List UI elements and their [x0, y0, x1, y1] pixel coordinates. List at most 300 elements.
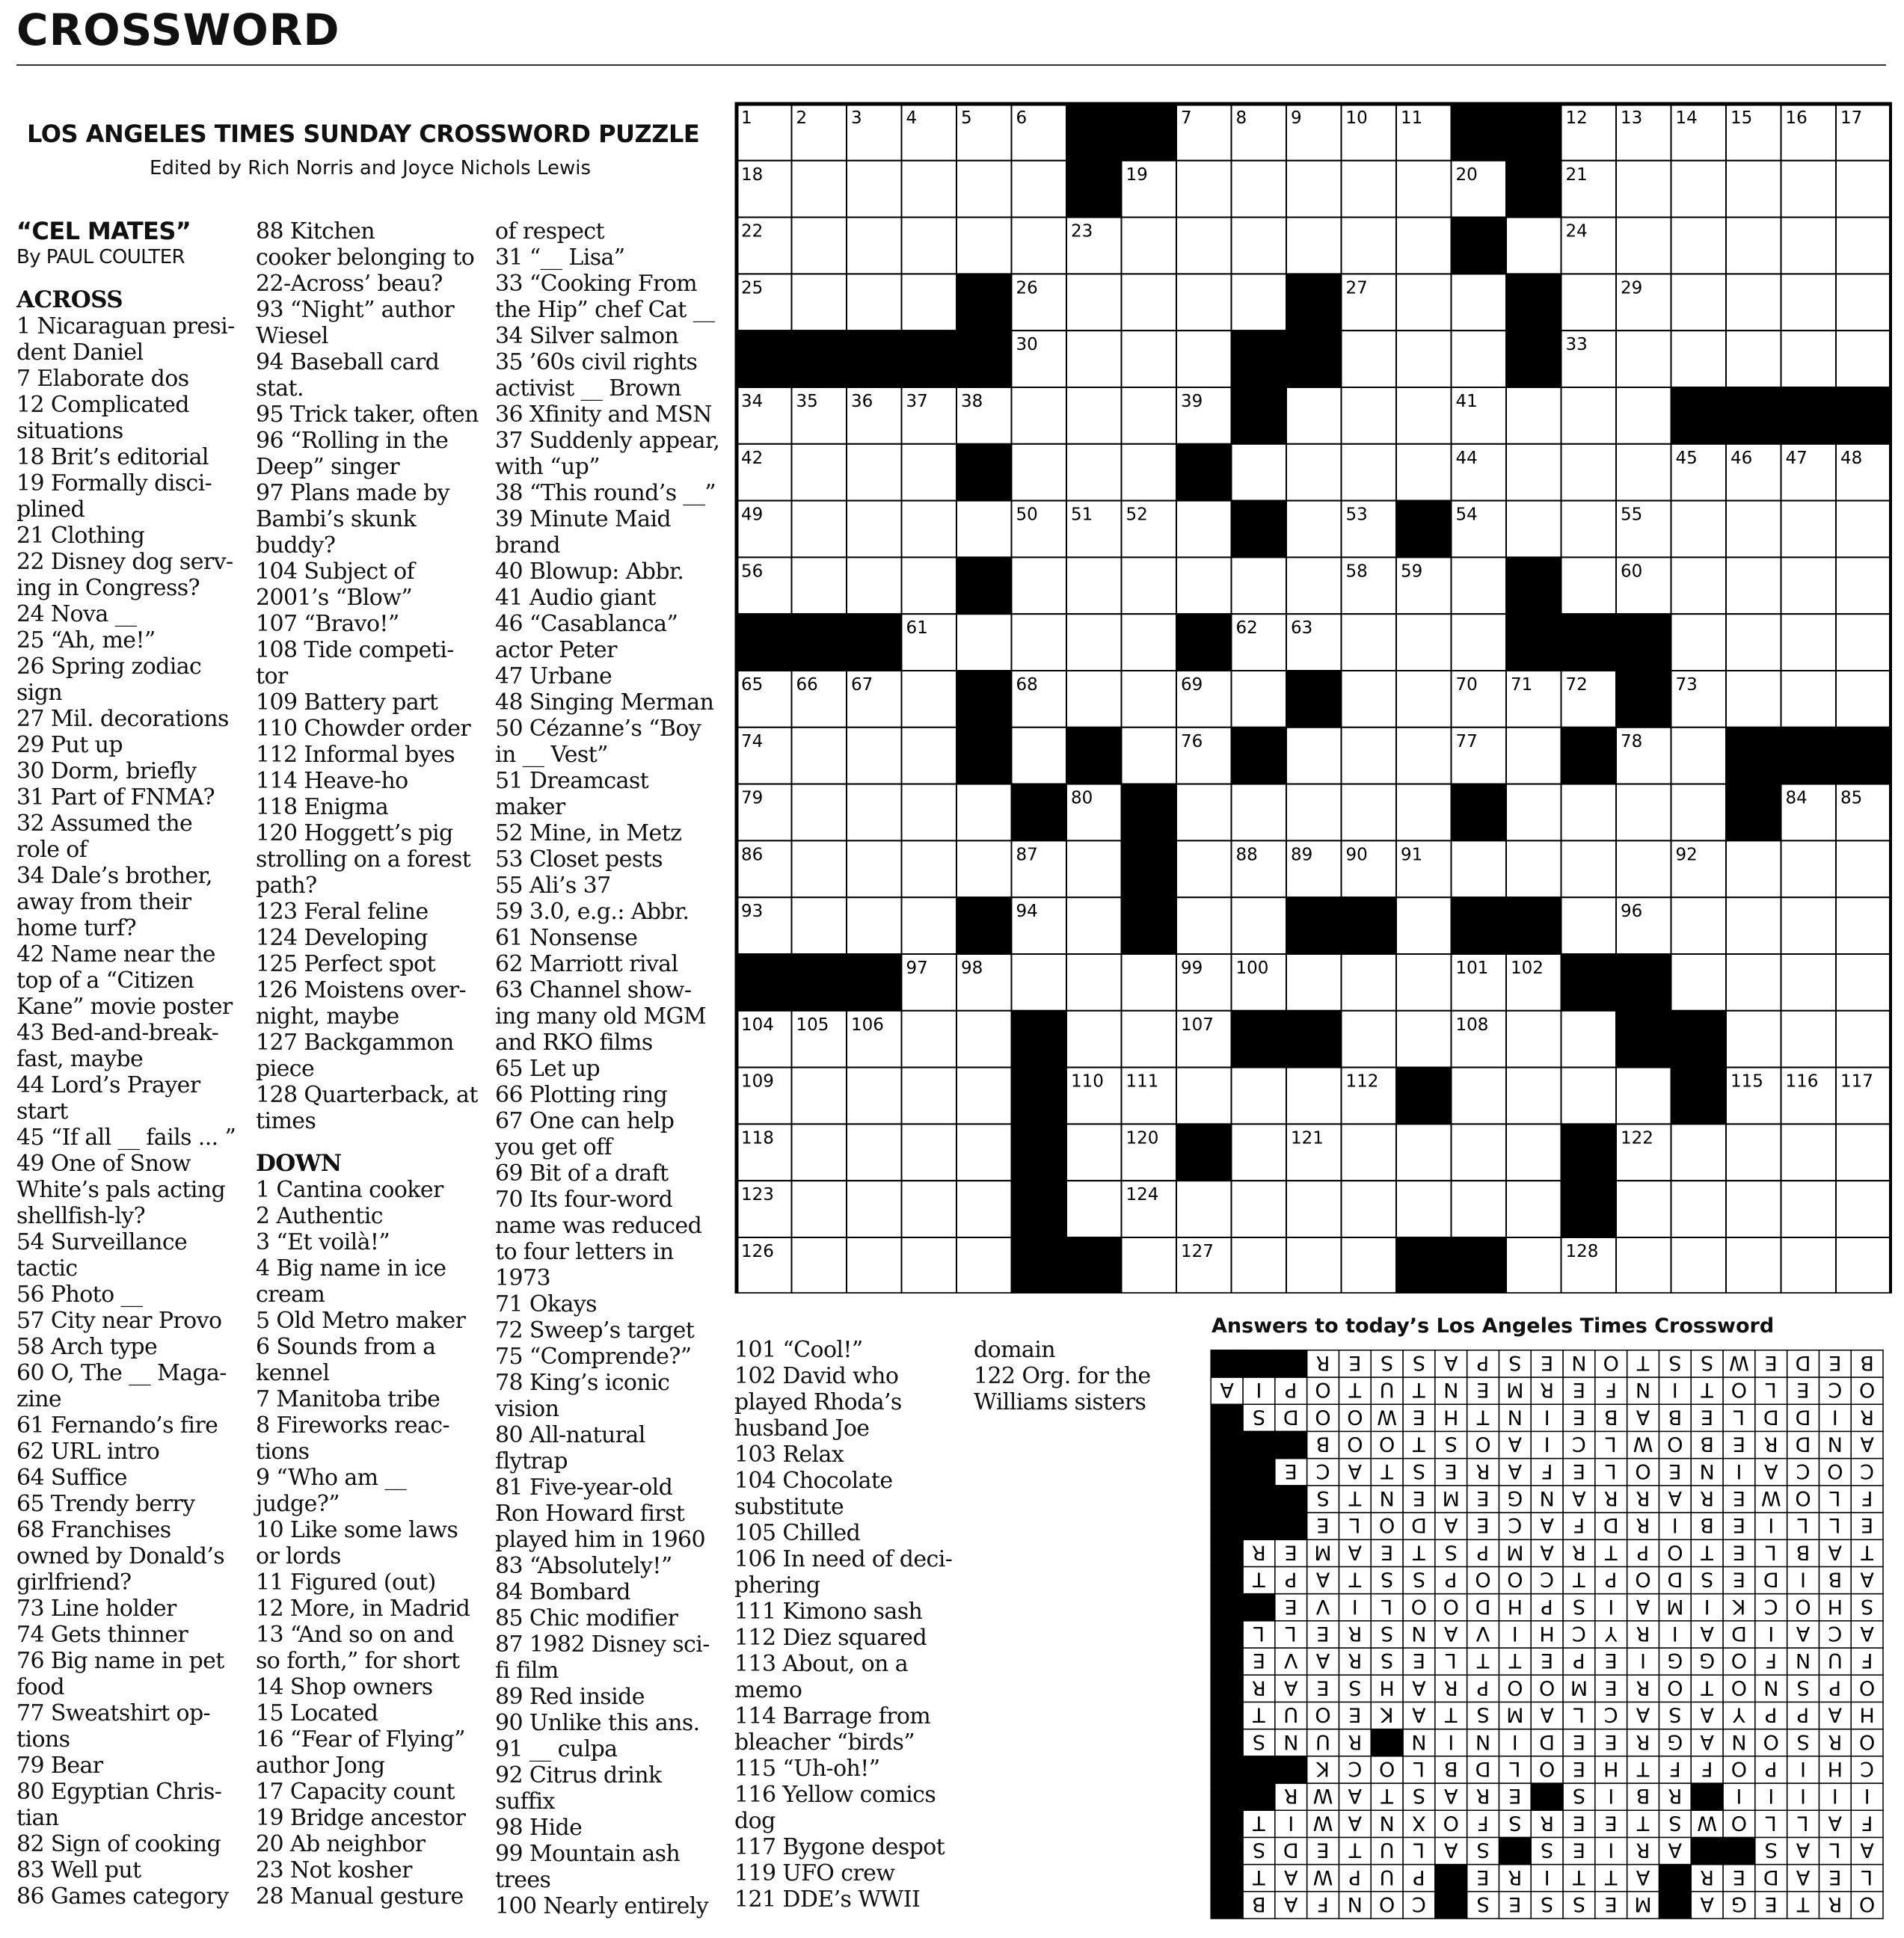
- grid-cell[interactable]: [1671, 1237, 1727, 1293]
- answer-letter: N: [1731, 1729, 1747, 1753]
- grid-cell[interactable]: [847, 444, 902, 501]
- grid-cell[interactable]: [1781, 954, 1837, 1011]
- grid-cell[interactable]: [1342, 161, 1397, 218]
- grid-cell[interactable]: [1671, 1124, 1727, 1181]
- grid-cell[interactable]: [902, 218, 957, 274]
- grid-cell[interactable]: [1176, 274, 1232, 330]
- cell-number: 92: [1675, 845, 1698, 865]
- grid-cell[interactable]: [792, 218, 847, 274]
- grid-cell[interactable]: [847, 161, 902, 218]
- clue-column-1: [16, 218, 236, 1910]
- grid-cell[interactable]: [1342, 1237, 1397, 1293]
- cell-number: 25: [741, 278, 764, 298]
- grid-cell[interactable]: [1176, 557, 1232, 614]
- answer-letter: E: [1732, 1567, 1745, 1591]
- grid-cell[interactable]: [1232, 784, 1287, 841]
- grid-cell[interactable]: [1836, 1237, 1891, 1293]
- grid-cell[interactable]: [1286, 161, 1342, 218]
- grid-cell[interactable]: [956, 1068, 1012, 1125]
- grid-cell[interactable]: [1286, 1181, 1342, 1237]
- grid-cell[interactable]: [1616, 1068, 1671, 1125]
- grid-cell[interactable]: [1232, 161, 1287, 218]
- grid-cell[interactable]: [902, 840, 957, 897]
- grid-cell[interactable]: [1781, 274, 1837, 330]
- grid-cell[interactable]: [1396, 727, 1452, 784]
- grid-cell[interactable]: [1506, 784, 1561, 841]
- grid-cell[interactable]: [1286, 501, 1342, 558]
- grid-cell[interactable]: [1286, 727, 1342, 784]
- grid-cell[interactable]: [1176, 897, 1232, 954]
- grid-cell[interactable]: [847, 727, 902, 784]
- grid-cell[interactable]: [1506, 387, 1561, 444]
- grid-cell[interactable]: [1396, 671, 1452, 727]
- grid-cell[interactable]: [1012, 387, 1067, 444]
- grid-cell[interactable]: [1396, 897, 1452, 954]
- grid-cell[interactable]: [847, 501, 902, 558]
- clue-column-4: [734, 1337, 952, 1913]
- grid-cell[interactable]: [1342, 671, 1397, 727]
- answer-letter: K: [1732, 1594, 1746, 1618]
- grid-cell[interactable]: [1122, 1237, 1177, 1293]
- grid-cell[interactable]: [1452, 1068, 1507, 1125]
- grid-cell[interactable]: [1836, 501, 1891, 558]
- grid-cell[interactable]: [1286, 387, 1342, 444]
- grid-cell[interactable]: [1506, 1011, 1561, 1068]
- grid-cell[interactable]: [1671, 557, 1727, 614]
- grid-cell[interactable]: [1396, 784, 1452, 841]
- grid-cell[interactable]: [1396, 954, 1452, 1011]
- grid-cell[interactable]: [1176, 784, 1232, 841]
- grid-cell[interactable]: [902, 727, 957, 784]
- grid-cell[interactable]: [792, 557, 847, 614]
- grid-cell[interactable]: [1452, 274, 1507, 330]
- grid-cell[interactable]: [1452, 1181, 1507, 1237]
- grid-cell[interactable]: [1286, 954, 1342, 1011]
- grid-cell[interactable]: [1176, 840, 1232, 897]
- grid-cell[interactable]: [792, 784, 847, 841]
- black-square: [1066, 104, 1122, 161]
- grid-cell[interactable]: [956, 161, 1012, 218]
- answer-letter: A: [1572, 1486, 1586, 1510]
- grid-cell[interactable]: [1452, 330, 1507, 387]
- grid-cell[interactable]: [902, 1181, 957, 1237]
- grid-cell[interactable]: [1836, 330, 1891, 387]
- grid-cell[interactable]: [1726, 954, 1781, 1011]
- grid-cell[interactable]: [1671, 784, 1727, 841]
- grid-cell[interactable]: [1561, 897, 1617, 954]
- black-square: [1671, 1011, 1727, 1068]
- grid-cell[interactable]: [1066, 1181, 1122, 1237]
- grid-cell[interactable]: [956, 1124, 1012, 1181]
- grid-cell[interactable]: [1452, 840, 1507, 897]
- grid-cell[interactable]: [1066, 954, 1122, 1011]
- cell-number: 94: [1016, 902, 1038, 922]
- grid-cell[interactable]: [1671, 274, 1727, 330]
- crossword-grid[interactable]: [734, 102, 1892, 1293]
- grid-cell[interactable]: [1781, 557, 1837, 614]
- grid-cell[interactable]: [1176, 1068, 1232, 1125]
- grid-cell[interactable]: [847, 218, 902, 274]
- grid-cell[interactable]: [792, 501, 847, 558]
- grid-cell[interactable]: [902, 274, 957, 330]
- grid-cell[interactable]: [1012, 557, 1067, 614]
- grid-cell[interactable]: [847, 1181, 902, 1237]
- grid-cell[interactable]: [956, 1181, 1012, 1237]
- grid-cell[interactable]: [792, 274, 847, 330]
- grid-cell[interactable]: [847, 1068, 902, 1125]
- grid-cell[interactable]: [1671, 614, 1727, 671]
- grid-cell[interactable]: [1452, 1124, 1507, 1181]
- grid-cell[interactable]: [1286, 784, 1342, 841]
- grid-cell[interactable]: [1671, 727, 1727, 784]
- grid-cell[interactable]: [1561, 784, 1617, 841]
- grid-cell[interactable]: [1726, 218, 1781, 274]
- grid-cell[interactable]: [1781, 671, 1837, 727]
- grid-cell[interactable]: [1122, 218, 1177, 274]
- grid-cell[interactable]: [1122, 444, 1177, 501]
- grid-cell[interactable]: [902, 1237, 957, 1293]
- grid-cell[interactable]: [1561, 274, 1617, 330]
- grid-cell[interactable]: [847, 274, 902, 330]
- grid-cell[interactable]: [1122, 614, 1177, 671]
- grid-cell[interactable]: [1342, 218, 1397, 274]
- cell-number: 15: [1731, 108, 1753, 128]
- answer-letter: B: [1700, 1432, 1714, 1456]
- grid-cell[interactable]: [1671, 1181, 1727, 1237]
- answer-cell: [1211, 1729, 1243, 1756]
- grid-cell[interactable]: [1342, 954, 1397, 1011]
- clue-line: 37 Suddenly appear,: [495, 428, 720, 454]
- answer-letter: I: [1800, 1757, 1806, 1780]
- grid-cell[interactable]: [1396, 444, 1452, 501]
- clue-line: buddy?: [256, 532, 336, 559]
- grid-cell[interactable]: [1066, 387, 1122, 444]
- grid-cell[interactable]: [956, 840, 1012, 897]
- grid-cell[interactable]: [1232, 671, 1287, 727]
- grid-cell[interactable]: [1396, 1011, 1452, 1068]
- cell-number: 80: [1071, 788, 1093, 808]
- grid-cell[interactable]: [902, 784, 957, 841]
- grid-cell[interactable]: [792, 727, 847, 784]
- grid-cell[interactable]: [902, 557, 957, 614]
- answer-letter: R: [1668, 1784, 1683, 1808]
- grid-cell[interactable]: [1232, 1181, 1287, 1237]
- grid-cell[interactable]: [1506, 218, 1561, 274]
- grid-cell[interactable]: [1726, 1124, 1781, 1181]
- grid-cell[interactable]: [1836, 1011, 1891, 1068]
- grid-cell[interactable]: [792, 897, 847, 954]
- grid-cell[interactable]: [1342, 727, 1397, 784]
- grid-cell[interactable]: [1396, 614, 1452, 671]
- grid-cell[interactable]: [1726, 501, 1781, 558]
- grid-cell[interactable]: [1122, 1011, 1177, 1068]
- grid-cell[interactable]: [1396, 1124, 1452, 1181]
- clue-line: 74 Gets thinner: [16, 1622, 188, 1648]
- grid-cell[interactable]: [1781, 614, 1837, 671]
- grid-cell[interactable]: [1122, 557, 1177, 614]
- answer-letter: P: [1636, 1540, 1650, 1564]
- grid-cell[interactable]: [1671, 161, 1727, 218]
- grid-cell[interactable]: [1012, 954, 1067, 1011]
- grid-cell[interactable]: [902, 501, 957, 558]
- grid-cell[interactable]: [1506, 1068, 1561, 1125]
- grid-cell[interactable]: [1066, 671, 1122, 727]
- grid-cell[interactable]: [956, 501, 1012, 558]
- grid-cell[interactable]: [1616, 387, 1671, 444]
- clue-line: 52 Mine, in Metz: [495, 820, 682, 846]
- grid-cell[interactable]: [1286, 218, 1342, 274]
- grid-cell[interactable]: [1122, 330, 1177, 387]
- grid-cell[interactable]: [792, 1068, 847, 1125]
- grid-cell[interactable]: [792, 1124, 847, 1181]
- grid-cell[interactable]: [902, 1068, 957, 1125]
- grid-cell[interactable]: [1836, 1181, 1891, 1237]
- grid-cell[interactable]: [1342, 444, 1397, 501]
- answer-letter: E: [1796, 1378, 1810, 1402]
- grid-cell[interactable]: [1616, 1181, 1671, 1237]
- grid-cell[interactable]: [1506, 1124, 1561, 1181]
- grid-cell[interactable]: [902, 161, 957, 218]
- answer-letter: F: [1573, 1513, 1585, 1537]
- grid-cell[interactable]: [1342, 1181, 1397, 1237]
- grid-cell[interactable]: [1781, 501, 1837, 558]
- grid-cell[interactable]: [1616, 1237, 1671, 1293]
- grid-cell[interactable]: [1176, 218, 1232, 274]
- clue-line: 80 All-natural: [495, 1422, 645, 1448]
- grid-cell[interactable]: [1452, 557, 1507, 614]
- grid-cell[interactable]: [956, 784, 1012, 841]
- grid-cell[interactable]: [1671, 954, 1727, 1011]
- grid-cell[interactable]: [1232, 218, 1287, 274]
- grid-cell[interactable]: [1122, 671, 1177, 727]
- grid-cell[interactable]: [1506, 501, 1561, 558]
- grid-cell[interactable]: [1616, 444, 1671, 501]
- grid-cell[interactable]: [1506, 1181, 1561, 1237]
- grid-cell[interactable]: [1342, 784, 1397, 841]
- grid-cell[interactable]: [1506, 727, 1561, 784]
- grid-cell[interactable]: [1232, 444, 1287, 501]
- grid-cell[interactable]: [1396, 161, 1452, 218]
- grid-cell[interactable]: [1836, 1124, 1891, 1181]
- grid-cell[interactable]: [792, 1181, 847, 1237]
- grid-cell[interactable]: [1836, 161, 1891, 218]
- grid-cell[interactable]: [1726, 1181, 1781, 1237]
- clue-line: away from their: [16, 889, 191, 915]
- grid-cell[interactable]: [1726, 1011, 1781, 1068]
- grid-cell[interactable]: [1012, 218, 1067, 274]
- grid-cell[interactable]: [1232, 897, 1287, 954]
- grid-cell[interactable]: [792, 161, 847, 218]
- cell-number: 32: [1511, 335, 1533, 355]
- answer-letter: W: [1697, 1811, 1717, 1835]
- grid-cell[interactable]: [1726, 840, 1781, 897]
- cell-number: 53: [1345, 505, 1368, 525]
- grid-cell[interactable]: [1232, 1237, 1287, 1293]
- answer-letter: M: [1666, 1594, 1684, 1618]
- grid-cell[interactable]: [1561, 1068, 1617, 1125]
- grid-cell[interactable]: [1836, 557, 1891, 614]
- grid-cell[interactable]: [1066, 1124, 1122, 1181]
- grid-cell[interactable]: [902, 1011, 957, 1068]
- grid-cell[interactable]: [1726, 330, 1781, 387]
- grid-cell[interactable]: [1561, 1011, 1617, 1068]
- grid-cell[interactable]: [1836, 840, 1891, 897]
- grid-cell[interactable]: [902, 444, 957, 501]
- clue-line: 84 Bombard: [495, 1579, 630, 1605]
- grid-cell[interactable]: [1066, 1011, 1122, 1068]
- grid-cell[interactable]: [1781, 840, 1837, 897]
- grid-cell[interactable]: [1232, 274, 1287, 330]
- grid-cell[interactable]: [902, 671, 957, 727]
- clue-line: times: [256, 1108, 316, 1134]
- clue-line: 31 Part of FNMA?: [16, 784, 215, 810]
- grid-cell[interactable]: [1066, 444, 1122, 501]
- grid-cell[interactable]: [1176, 161, 1232, 218]
- grid-cell[interactable]: [1781, 1181, 1837, 1237]
- grid-cell[interactable]: [1836, 218, 1891, 274]
- grid-cell[interactable]: [1012, 727, 1067, 784]
- grid-cell[interactable]: [847, 557, 902, 614]
- grid-cell[interactable]: [1726, 671, 1781, 727]
- grid-cell[interactable]: [1232, 1068, 1287, 1125]
- grid-cell[interactable]: [1066, 557, 1122, 614]
- grid-cell[interactable]: [1396, 387, 1452, 444]
- answer-letter: E: [1572, 1838, 1585, 1862]
- grid-cell[interactable]: [1836, 274, 1891, 330]
- cell-number: 60: [1621, 562, 1643, 582]
- grid-cell[interactable]: [1561, 840, 1617, 897]
- grid-cell[interactable]: [1836, 954, 1891, 1011]
- grid-cell[interactable]: [1781, 161, 1837, 218]
- grid-cell[interactable]: [1012, 161, 1067, 218]
- grid-cell[interactable]: [1726, 274, 1781, 330]
- black-square: [1452, 218, 1507, 274]
- grid-cell[interactable]: [1781, 330, 1837, 387]
- cell-number: 36: [851, 392, 873, 411]
- answer-letter: E: [1284, 1594, 1298, 1618]
- grid-cell[interactable]: [1781, 1124, 1837, 1181]
- answer-letter: R: [1540, 1811, 1554, 1835]
- grid-cell[interactable]: [792, 444, 847, 501]
- grid-cell[interactable]: [1726, 1237, 1781, 1293]
- answer-letter: W: [1377, 1405, 1397, 1429]
- grid-cell[interactable]: [1452, 614, 1507, 671]
- grid-cell[interactable]: [956, 614, 1012, 671]
- grid-cell[interactable]: [1396, 330, 1452, 387]
- grid-cell[interactable]: [1066, 330, 1122, 387]
- grid-cell[interactable]: [1616, 218, 1671, 274]
- grid-cell[interactable]: [1726, 161, 1781, 218]
- grid-cell[interactable]: [1616, 330, 1671, 387]
- grid-cell[interactable]: [847, 784, 902, 841]
- grid-cell[interactable]: [1726, 614, 1781, 671]
- grid-cell[interactable]: [902, 1124, 957, 1181]
- grid-cell[interactable]: [1342, 330, 1397, 387]
- grid-cell[interactable]: [847, 1124, 902, 1181]
- grid-cell[interactable]: [1561, 501, 1617, 558]
- grid-cell[interactable]: [1506, 840, 1561, 897]
- grid-cell[interactable]: [1561, 444, 1617, 501]
- grid-cell[interactable]: [1781, 1011, 1837, 1068]
- grid-cell[interactable]: [1836, 614, 1891, 671]
- grid-cell[interactable]: [1122, 387, 1177, 444]
- grid-cell[interactable]: [1012, 614, 1067, 671]
- grid-cell[interactable]: [1066, 274, 1122, 330]
- grid-cell[interactable]: [847, 840, 902, 897]
- grid-cell[interactable]: [1176, 1181, 1232, 1237]
- grid-cell[interactable]: [1671, 330, 1727, 387]
- grid-cell[interactable]: [1176, 330, 1232, 387]
- grid-cell[interactable]: [1012, 444, 1067, 501]
- grid-cell[interactable]: [1066, 897, 1122, 954]
- grid-cell[interactable]: [1561, 387, 1617, 444]
- grid-cell[interactable]: [1232, 1124, 1287, 1181]
- grid-cell[interactable]: [1122, 954, 1177, 1011]
- grid-cell[interactable]: [1066, 840, 1122, 897]
- answer-letter: E: [1764, 1351, 1778, 1374]
- grid-cell[interactable]: [1671, 218, 1727, 274]
- grid-cell[interactable]: [956, 218, 1012, 274]
- grid-cell[interactable]: [847, 1237, 902, 1293]
- grid-cell[interactable]: [1342, 1124, 1397, 1181]
- grid-cell[interactable]: [1616, 161, 1671, 218]
- grid-cell[interactable]: [1781, 897, 1837, 954]
- clue-line: 35 ’60s civil rights: [495, 349, 698, 375]
- grid-cell[interactable]: [1396, 218, 1452, 274]
- grid-cell[interactable]: [1836, 897, 1891, 954]
- grid-cell[interactable]: [1122, 274, 1177, 330]
- answer-letter: D: [1283, 1405, 1299, 1429]
- grid-cell[interactable]: [956, 1237, 1012, 1293]
- cell-number: 120: [1125, 1128, 1159, 1148]
- grid-cell[interactable]: [1506, 1237, 1561, 1293]
- grid-cell[interactable]: [1671, 501, 1727, 558]
- grid-cell[interactable]: [1726, 897, 1781, 954]
- grid-cell[interactable]: [1286, 444, 1342, 501]
- grid-cell[interactable]: [1342, 1011, 1397, 1068]
- grid-cell[interactable]: [1232, 557, 1287, 614]
- grid-cell[interactable]: [1836, 671, 1891, 727]
- clue-line: 1973: [495, 1265, 550, 1291]
- grid-cell[interactable]: [1561, 557, 1617, 614]
- grid-cell[interactable]: [1396, 274, 1452, 330]
- grid-cell[interactable]: [1066, 614, 1122, 671]
- grid-cell[interactable]: [1286, 557, 1342, 614]
- grid-cell[interactable]: [1286, 1068, 1342, 1125]
- clue-line: 88 Kitchen: [256, 218, 375, 244]
- grid-cell[interactable]: [956, 1011, 1012, 1068]
- grid-cell[interactable]: [1726, 557, 1781, 614]
- grid-cell[interactable]: [1781, 1237, 1837, 1293]
- grid-cell[interactable]: [1396, 1181, 1452, 1237]
- grid-cell[interactable]: [1781, 218, 1837, 274]
- cell-number: 41: [1455, 392, 1478, 411]
- grid-cell[interactable]: [1342, 387, 1397, 444]
- grid-cell[interactable]: [847, 897, 902, 954]
- grid-cell[interactable]: [902, 897, 957, 954]
- grid-cell[interactable]: [1616, 840, 1671, 897]
- grid-cell[interactable]: [1286, 1237, 1342, 1293]
- grid-cell[interactable]: [1176, 501, 1232, 558]
- grid-cell[interactable]: [1671, 897, 1727, 954]
- grid-cell[interactable]: [1616, 784, 1671, 841]
- answer-letter: T: [1381, 1459, 1393, 1483]
- grid-cell[interactable]: [1506, 444, 1561, 501]
- grid-cell[interactable]: [792, 840, 847, 897]
- grid-cell[interactable]: [1122, 727, 1177, 784]
- grid-cell[interactable]: [1342, 614, 1397, 671]
- grid-cell[interactable]: [792, 1237, 847, 1293]
